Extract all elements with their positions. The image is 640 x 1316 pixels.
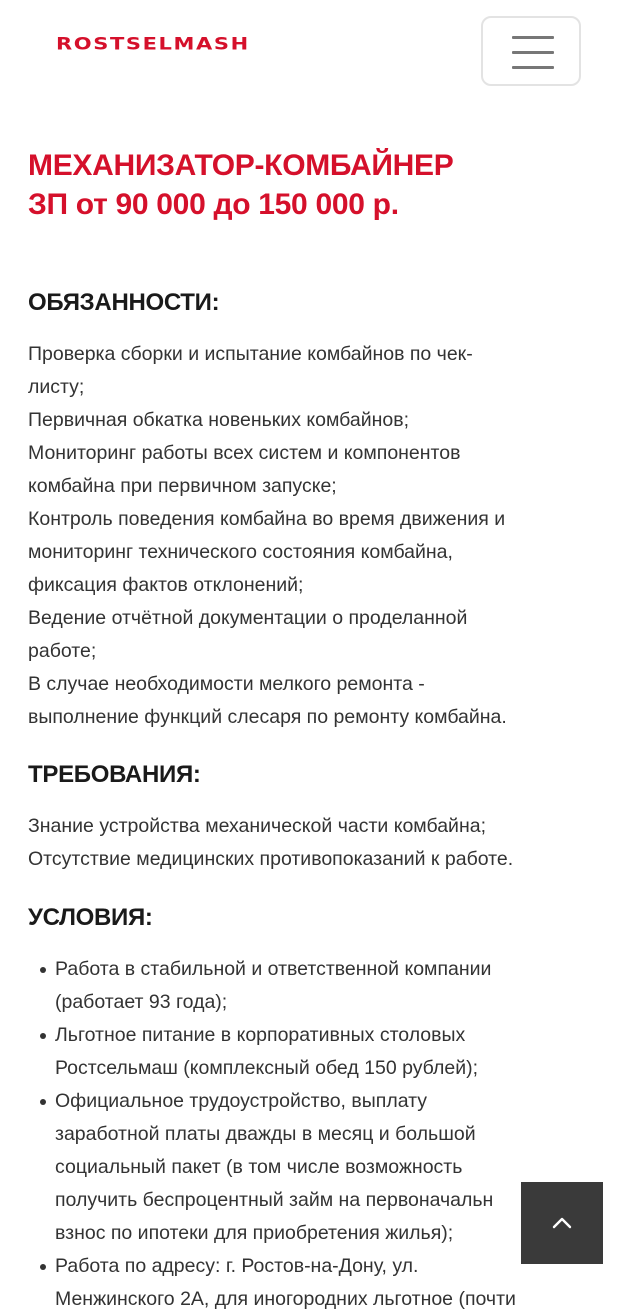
rostselmash-logo[interactable]: ROSTSELMASH — [56, 34, 250, 54]
text-line: В случае необходимости мелкого ремонта - — [28, 673, 425, 695]
list-item — [28, 1250, 568, 1316]
text-line: Отсутствие медицинских противопоказаний к работе. — [28, 848, 514, 870]
text-line: Ведение отчётной документации о проделанной — [28, 607, 468, 629]
text-line: комбайна при первичном запуске; — [28, 475, 337, 497]
vacancy-title-line: МЕХАНИЗАТОР-КОМБАЙНЕР — [28, 149, 454, 182]
site-header — [0, 0, 640, 100]
vacancy-title — [28, 146, 618, 224]
text-line: фиксация фактов отклонений; — [28, 574, 304, 596]
requirements-heading: ТРЕБОВАНИЯ: — [28, 761, 201, 788]
duties-heading: ОБЯЗАННОСТИ: — [28, 289, 220, 316]
list-item — [28, 953, 568, 1019]
menu-button[interactable] — [481, 16, 581, 86]
vacancy-salary: ЗП от 90 000 до 150 000 р. — [28, 188, 399, 221]
text-line: Контроль поведения комбайна во время движения и — [28, 508, 506, 530]
hamburger-icon-bar — [512, 66, 554, 69]
list-item-line: (работает 93 года); — [55, 991, 228, 1013]
list-item-line: социальный пакет (в том числе возможность — [55, 1156, 463, 1178]
list-item-line: Работа в стабильной и ответственной компании — [55, 958, 492, 980]
list-item-line: Льготное питание в корпоративных столовых — [55, 1024, 466, 1046]
duties-text — [28, 338, 568, 734]
list-item — [28, 1019, 568, 1085]
list-item-line: Работа по адресу: г. Ростов-на-Дону, ул. — [55, 1255, 419, 1277]
list-item-line: Ростсельмаш (комплексный обед 150 рублей); — [55, 1057, 479, 1079]
requirements-text — [28, 810, 568, 876]
text-line: Мониторинг работы всех систем и компонентов — [28, 442, 461, 464]
text-line: выполнение функций слесаря по ремонту комбайна. — [28, 706, 507, 728]
text-line: листу; — [28, 376, 85, 398]
list-item-line: Официальное трудоустройство, выплату — [55, 1090, 428, 1112]
list-item-line: получить беспроцентный займ на первоначальн — [55, 1189, 494, 1211]
list-item-line: заработной платы дважды в месяц и большой — [55, 1123, 476, 1145]
text-line: Знание устройства механической части комбайна; — [28, 815, 486, 837]
text-line: работе; — [28, 640, 97, 662]
list-item — [28, 1085, 568, 1250]
text-line: Первичная обкатка новеньких комбайнов; — [28, 409, 410, 431]
conditions-list — [28, 953, 568, 1316]
hamburger-icon-bar — [512, 51, 554, 54]
list-item-line: Менжинского 2А, для иногородних льготное (почти — [55, 1288, 516, 1310]
list-item-line: взнос по ипотеки для приобретения жилья); — [55, 1222, 454, 1244]
text-line: мониторинг технического состояния комбайна, — [28, 541, 453, 563]
text-line: Проверка сборки и испытание комбайнов по чек- — [28, 343, 473, 365]
chevron-up-icon — [548, 1211, 576, 1233]
scroll-to-top-button[interactable] — [521, 1182, 603, 1264]
hamburger-icon-bar — [512, 36, 554, 39]
conditions-heading: УСЛОВИЯ: — [28, 904, 153, 931]
